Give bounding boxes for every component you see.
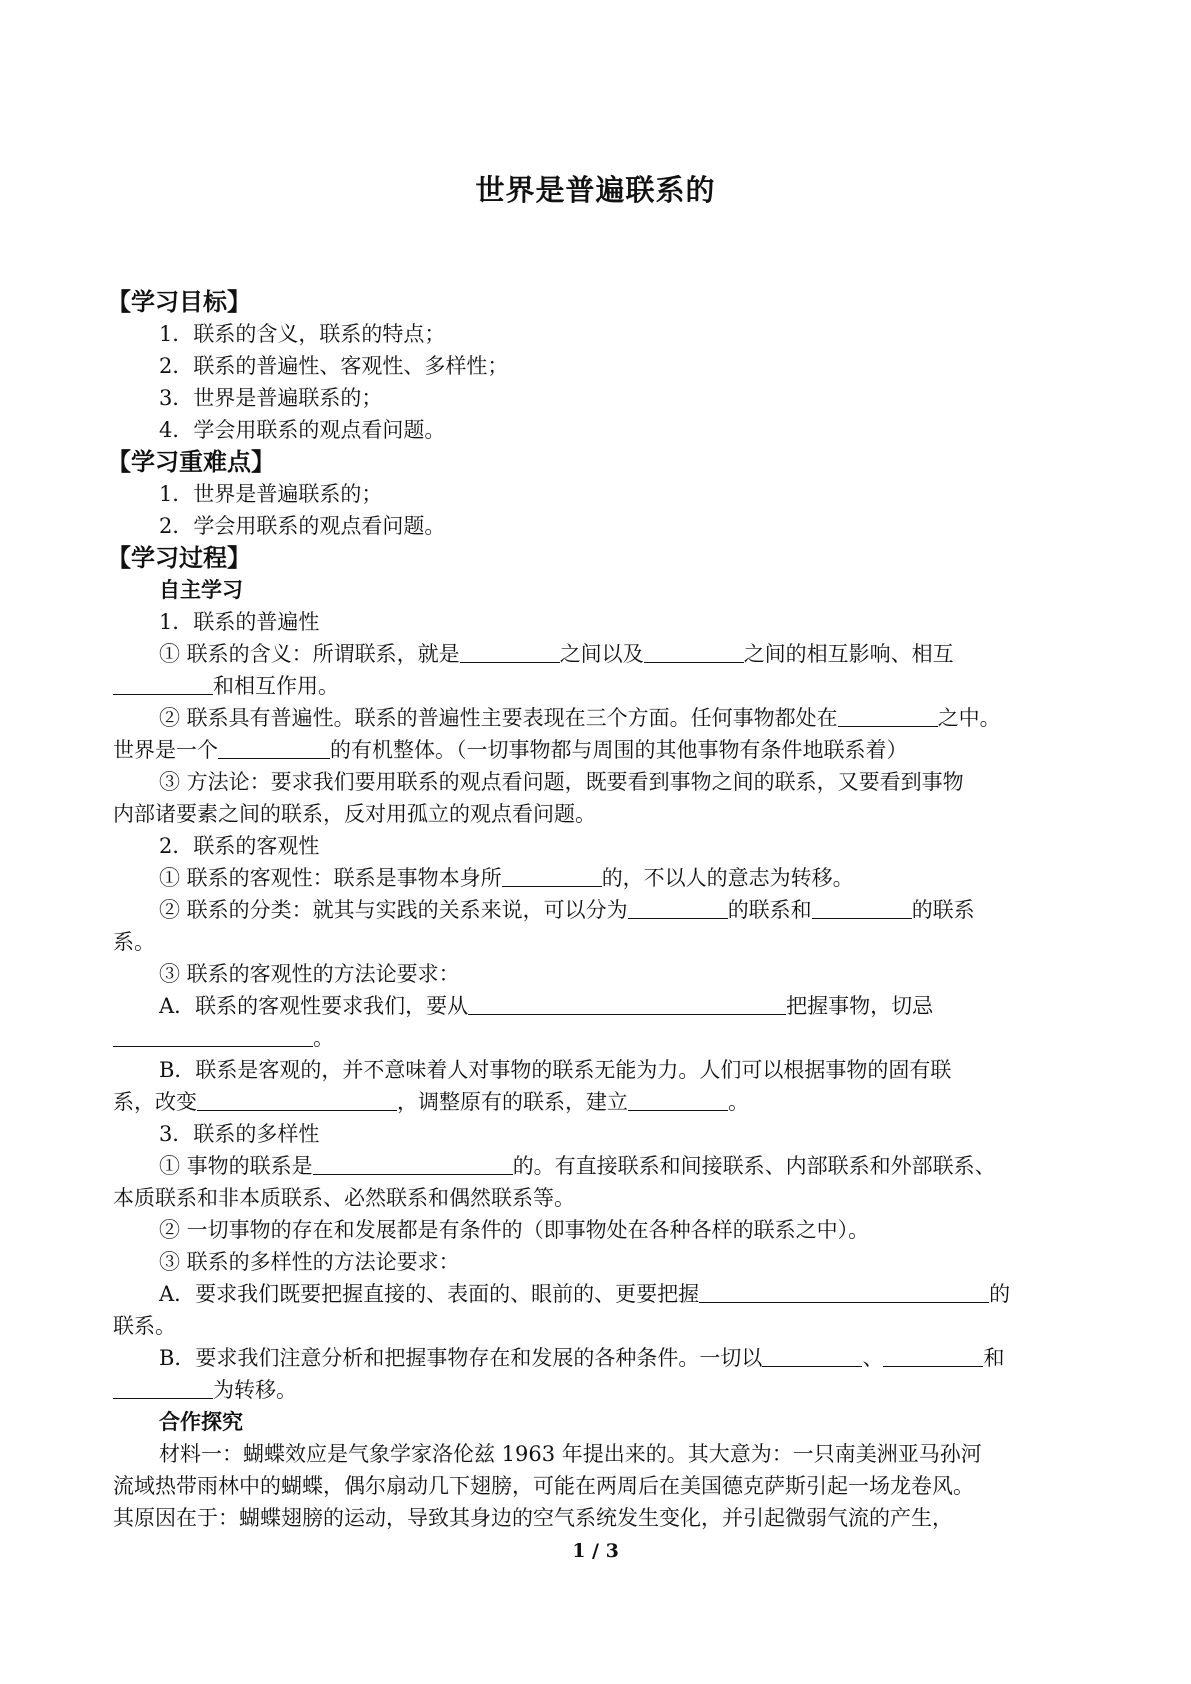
text: 的有机整体。（一切事物都与周围的其他事物有条件地联系着） bbox=[330, 738, 908, 762]
fill-blank[interactable] bbox=[628, 1086, 728, 1111]
text: 的。有直接联系和间接联系、内部联系和外部联系、 bbox=[512, 1154, 996, 1178]
paragraph-line bbox=[113, 894, 1087, 926]
page-number: 1 / 3 bbox=[572, 1540, 619, 1562]
paragraph-line bbox=[113, 1278, 1087, 1310]
text: 系，改变 bbox=[113, 1090, 197, 1114]
fill-blank[interactable] bbox=[197, 1086, 397, 1111]
paragraph-line: ③ 联系的多样性的方法论要求： bbox=[159, 1250, 460, 1274]
text: 。 bbox=[728, 1090, 749, 1114]
text: A．要求我们既要把握直接的、表面的、眼前的、更要把握 bbox=[159, 1282, 700, 1306]
text: 之间以及 bbox=[559, 642, 644, 666]
text: B．要求我们注意分析和把握事物存在和发展的各种条件。一切以 bbox=[159, 1346, 763, 1370]
text: 之中。 bbox=[937, 706, 1001, 730]
paragraph-line: 其原因在于：蝴蝶翅膀的运动，导致其身边的空气系统发生变化，并引起微弱气流的产生， bbox=[113, 1506, 953, 1530]
paragraph-line: 流域热带雨林中的蝴蝶，偶尔扇动几下翅膀，可能在两周后在美国德克萨斯引起一场龙卷风。 bbox=[113, 1474, 974, 1498]
fill-blank[interactable] bbox=[699, 1278, 989, 1303]
fill-blank[interactable] bbox=[313, 1150, 513, 1175]
fill-blank[interactable] bbox=[883, 1342, 983, 1367]
text: ② 联系的分类：就其与实践的关系来说，可以分为 bbox=[159, 898, 628, 922]
paragraph-line: ② 一切事物的存在和发展都是有条件的（即事物处在各种各样的联系之中）。 bbox=[159, 1218, 870, 1242]
paragraph-line bbox=[113, 638, 1087, 670]
fill-blank[interactable] bbox=[218, 734, 330, 759]
page-title: 世界是普遍联系的 bbox=[475, 173, 716, 207]
document-body bbox=[107, 286, 1087, 1534]
paragraph-line bbox=[113, 1374, 1087, 1406]
section-header-key: 【学习重难点】 bbox=[107, 448, 275, 476]
text: ，调整原有的联系，建立 bbox=[397, 1090, 628, 1114]
section-header-process: 【学习过程】 bbox=[107, 544, 251, 572]
goal-item: 4．学会用联系的观点看问题。 bbox=[159, 418, 446, 442]
paragraph-line: ③ 联系的客观性的方法论要求： bbox=[159, 962, 460, 986]
text: 的联系 bbox=[911, 898, 975, 922]
text: 的 bbox=[989, 1282, 1011, 1306]
text: 。 bbox=[313, 1026, 334, 1050]
text: 之间的相互影响、相互 bbox=[743, 642, 954, 666]
paragraph-line bbox=[113, 1150, 1087, 1182]
text: ① 联系的客观性：联系是事物本身所 bbox=[159, 866, 502, 890]
paragraph-line bbox=[113, 1086, 1087, 1118]
text: 世界是一个 bbox=[113, 738, 218, 762]
text: 把握事物，切忌 bbox=[786, 994, 934, 1018]
fill-blank[interactable] bbox=[812, 894, 912, 919]
subheading-cooperative: 合作探究 bbox=[159, 1410, 243, 1434]
fill-blank[interactable] bbox=[113, 1022, 313, 1047]
paragraph-line bbox=[113, 702, 1087, 734]
paragraph-line: B．联系是客观的，并不意味着人对事物的联系无能为力。人们可以根据事物的固有联 bbox=[159, 1058, 952, 1082]
goal-item: 3．世界是普遍联系的； bbox=[159, 386, 383, 410]
paragraph-line: 内部诸要素之间的联系，反对用孤立的观点看问题。 bbox=[113, 802, 596, 826]
fill-blank[interactable] bbox=[838, 702, 938, 727]
paragraph-line bbox=[113, 670, 1087, 702]
text: ① 联系的含义：所谓联系，就是 bbox=[159, 642, 460, 666]
goal-item: 2．联系的普遍性、客观性、多样性； bbox=[159, 354, 509, 378]
goal-item: 1．联系的含义，联系的特点； bbox=[159, 322, 446, 346]
fill-blank[interactable] bbox=[113, 670, 213, 695]
fill-blank[interactable] bbox=[460, 638, 560, 663]
point-title: 1．联系的普遍性 bbox=[159, 610, 320, 634]
paragraph-line: 联系。 bbox=[113, 1314, 176, 1338]
text: A．联系的客观性要求我们，要从 bbox=[159, 994, 469, 1018]
paragraph-line: 材料一：蝴蝶效应是气象学家洛伦兹 1963 年提出来的。其大意为：一只南美洲亚马孙河 bbox=[159, 1442, 982, 1466]
paragraph-line: 本质联系和非本质联系、必然联系和偶然联系等。 bbox=[113, 1186, 575, 1210]
text: ② 联系具有普遍性。联系的普遍性主要表现在三个方面。任何事物都处在 bbox=[159, 706, 838, 730]
fill-blank[interactable] bbox=[644, 638, 744, 663]
key-item: 1．世界是普遍联系的； bbox=[159, 482, 383, 506]
paragraph-line bbox=[113, 1022, 1087, 1054]
paragraph-line: 系。 bbox=[113, 930, 155, 954]
section-header-goals: 【学习目标】 bbox=[107, 288, 251, 316]
subheading-self-study: 自主学习 bbox=[159, 578, 243, 602]
paragraph-line bbox=[113, 862, 1087, 894]
text: ① 事物的联系是 bbox=[159, 1154, 313, 1178]
paragraph-line bbox=[113, 1342, 1087, 1374]
text: 的，不以人的意志为转移。 bbox=[601, 866, 854, 890]
paragraph-line bbox=[113, 734, 1087, 766]
text: 的联系和 bbox=[727, 898, 812, 922]
fill-blank[interactable] bbox=[113, 1374, 213, 1399]
text: 为转移。 bbox=[213, 1378, 297, 1402]
text: 、 bbox=[862, 1346, 884, 1370]
point-title: 2．联系的客观性 bbox=[159, 834, 320, 858]
text: 和 bbox=[983, 1346, 1005, 1370]
fill-blank[interactable] bbox=[762, 1342, 862, 1367]
paragraph-line bbox=[113, 990, 1087, 1022]
fill-blank[interactable] bbox=[468, 990, 786, 1015]
paragraph-line: ③ 方法论：要求我们要用联系的观点看问题，既要看到事物之间的联系，又要看到事物 bbox=[159, 770, 964, 794]
point-title: 3．联系的多样性 bbox=[159, 1122, 320, 1146]
fill-blank[interactable] bbox=[502, 862, 602, 887]
key-item: 2．学会用联系的观点看问题。 bbox=[159, 514, 446, 538]
fill-blank[interactable] bbox=[628, 894, 728, 919]
text: 和相互作用。 bbox=[213, 674, 339, 698]
